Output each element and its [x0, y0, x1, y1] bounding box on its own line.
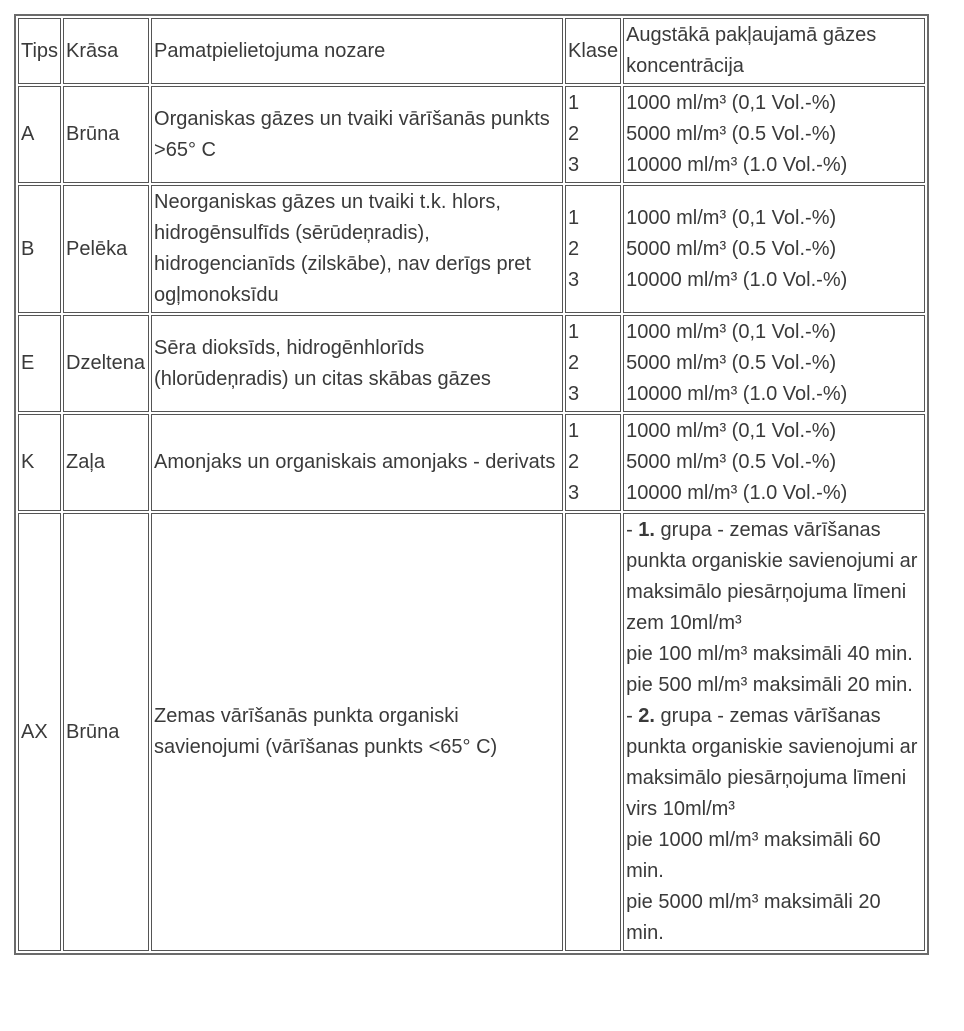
- row-tips: K: [18, 414, 61, 511]
- table-row: [18, 513, 925, 951]
- koncentracija-value: 10000 ml/m³ (1.0 Vol.-%): [626, 482, 848, 504]
- row-tips: E: [18, 315, 61, 412]
- row-nozare: Sēra dioksīds, hidrogēnhlorīds (hlorūdeņradis) un citas skābas gāzes: [151, 315, 563, 412]
- klase-value: 1: [568, 92, 580, 114]
- table-row: [18, 185, 925, 313]
- koncentracija-value: 1000 ml/m³ (0,1 Vol.-%): [626, 420, 837, 442]
- group-1-description: - 1. grupa - zemas vārīšanas punkta organiskie savienojumi ar maksimālo piesārņojuma līmeni zem 10ml/m³: [626, 519, 918, 634]
- klase-value: 2: [568, 451, 580, 473]
- row-nozare: Neorganiskas gāzes un tvaiki t.k. hlors, hidrogēnsulfīds (sērūdeņradis), hidrogencianīds (zilskābe), nav derīgs pret ogļmonoksīdu: [151, 185, 563, 313]
- klase-value: 1: [568, 420, 580, 442]
- header-krasa: Krāsa: [63, 18, 149, 84]
- group-1-number: 1.: [638, 519, 655, 541]
- header-tips: Tips: [18, 18, 61, 84]
- klase-value: 2: [568, 352, 580, 374]
- koncentracija-value: 5000 ml/m³ (0.5 Vol.-%): [626, 237, 837, 260]
- row-klase: [565, 315, 621, 412]
- row-tips: AX: [18, 513, 61, 951]
- group-1-limit: pie 500 ml/m³ maksimāli 20 min.: [626, 674, 913, 696]
- koncentracija-value: 1000 ml/m³ (0,1 Vol.-%): [626, 92, 837, 114]
- row-klase: [565, 414, 621, 511]
- table-row: [18, 86, 925, 183]
- filter-table-container: [14, 14, 929, 955]
- row-nozare: Organiskas gāzes un tvaiki vārīšanās punkts >65° C: [151, 86, 563, 183]
- klase-value: 3: [568, 154, 580, 176]
- koncentracija-value: 5000 ml/m³ (0.5 Vol.-%): [626, 352, 837, 374]
- koncentracija-value: 1000 ml/m³ (0,1 Vol.-%): [626, 321, 837, 343]
- klase-value: 3: [568, 383, 580, 405]
- row-krasa: Pelēka: [63, 185, 149, 313]
- group-2-number: 2.: [638, 705, 655, 727]
- table-row: [18, 414, 925, 511]
- row-koncentracija: [623, 315, 925, 412]
- header-row: [18, 18, 925, 84]
- header-nozare: Pamatpielietojuma nozare: [151, 18, 563, 84]
- row-koncentracija: [623, 86, 925, 183]
- koncentracija-value: 10000 ml/m³ (1.0 Vol.-%): [626, 154, 848, 176]
- row-nozare: Zemas vārīšanās punkta organiski savienojumi (vārīšanas punkts <65° C): [151, 513, 563, 951]
- row-koncentracija: [623, 185, 925, 313]
- koncentracija-value: 1000 ml/m³ (0,1 Vol.-%): [626, 206, 837, 229]
- row-klase: [565, 86, 621, 183]
- row-klase: [565, 513, 621, 951]
- koncentracija-value: 5000 ml/m³ (0.5 Vol.-%): [626, 451, 837, 473]
- row-klase: [565, 185, 621, 313]
- klase-value: 2: [568, 123, 580, 145]
- group-2-description: - 2. grupa - zemas vārīšanas punkta organiskie savienojumi ar maksimālo piesārņojuma līmeni virs 10ml/m³: [626, 705, 918, 820]
- row-krasa: Brūna: [63, 513, 149, 951]
- klase-value: 2: [568, 237, 580, 260]
- klase-value: 1: [568, 321, 580, 343]
- gas-filter-table: [14, 14, 929, 955]
- row-koncentracija: [623, 513, 925, 951]
- row-koncentracija: [623, 414, 925, 511]
- header-klase: Klase: [565, 18, 621, 84]
- row-krasa: Zaļa: [63, 414, 149, 511]
- klase-value: 3: [568, 268, 580, 291]
- row-krasa: Dzeltena: [63, 315, 149, 412]
- group-2-limit: pie 5000 ml/m³ maksimāli 20 min.: [626, 891, 881, 944]
- row-nozare: Amonjaks un organiskais amonjaks - derivats: [151, 414, 563, 511]
- koncentracija-value: 5000 ml/m³ (0.5 Vol.-%): [626, 123, 837, 145]
- group-2-limit: pie 1000 ml/m³ maksimāli 60 min.: [626, 829, 881, 882]
- klase-value: 1: [568, 206, 580, 229]
- klase-value: 3: [568, 482, 580, 504]
- header-koncentracija: Augstākā pakļaujamā gāzes koncentrācija: [623, 18, 925, 84]
- koncentracija-value: 10000 ml/m³ (1.0 Vol.-%): [626, 383, 848, 405]
- koncentracija-value: 10000 ml/m³ (1.0 Vol.-%): [626, 268, 848, 291]
- row-krasa: Brūna: [63, 86, 149, 183]
- group-1-limit: pie 100 ml/m³ maksimāli 40 min.: [626, 643, 913, 665]
- row-tips: B: [18, 185, 61, 313]
- row-tips: A: [18, 86, 61, 183]
- table-row: [18, 315, 925, 412]
